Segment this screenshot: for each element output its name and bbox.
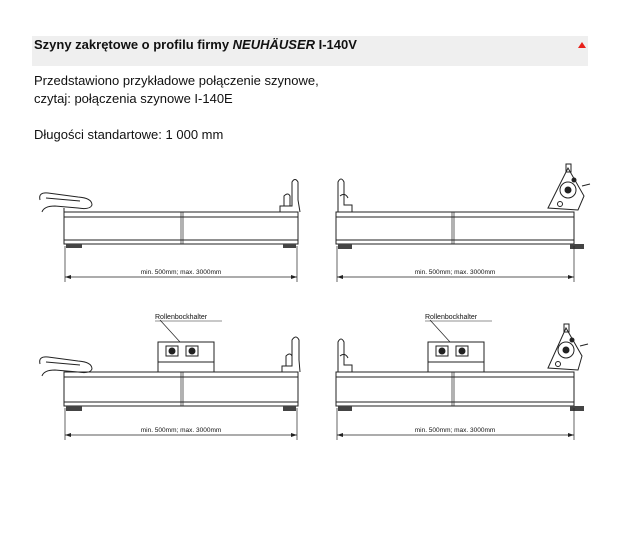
- drawing-rail-left-switch-with-holder: [40, 320, 300, 440]
- dimension-label-1: min. 500mm; max. 3000mm: [140, 269, 222, 276]
- dimension-label-3: min. 500mm; max. 3000mm: [140, 427, 222, 434]
- standard-length-text: Długości standartowe: 1 000 mm: [34, 127, 224, 142]
- drawing-rail-right-switch-with-holder: [336, 320, 588, 440]
- drawing-rail-right-switch: [336, 164, 590, 282]
- title-prefix: Szyny zakrętowe o profilu firmy: [34, 37, 233, 52]
- holder-label-1: Rollenbockhalter: [155, 314, 208, 321]
- dimension-label-2: min. 500mm; max. 3000mm: [414, 269, 496, 276]
- holder-label-2: Rollenbockhalter: [425, 314, 478, 321]
- drawing-rail-left-switch: [40, 180, 300, 283]
- description-line-2: czytaj: połączenia szynowe I-140E: [34, 91, 233, 106]
- title-brand: NEUHÄUSER: [232, 37, 315, 52]
- title-suffix: I-140V: [315, 37, 357, 52]
- description-line-1: Przedstawiono przykładowe połączenie szynowe,: [34, 73, 319, 88]
- dimension-label-4: min. 500mm; max. 3000mm: [414, 427, 496, 434]
